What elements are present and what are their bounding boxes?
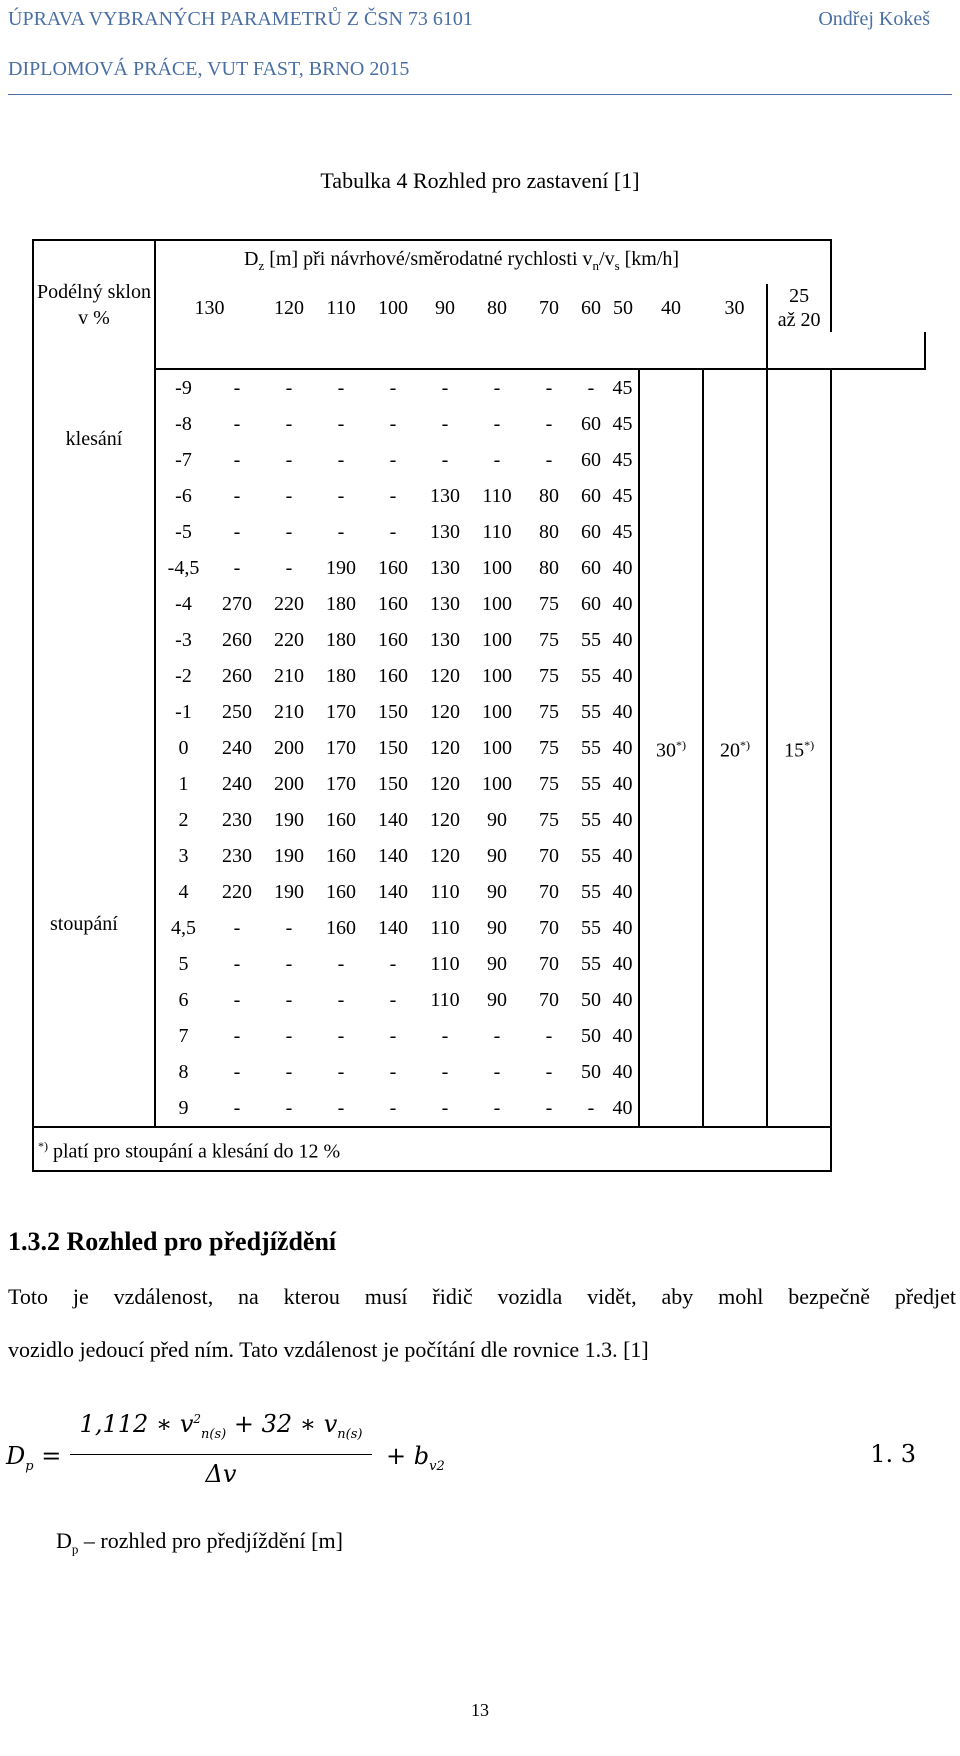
value-cell: 75 — [539, 701, 559, 723]
value-cell: - — [545, 377, 553, 399]
grade-cell: 3 — [178, 845, 189, 867]
value-cell: 80 — [539, 557, 559, 579]
value-cell: - — [285, 557, 293, 579]
value-cell: 90 — [487, 845, 507, 867]
value-cell: 120 — [430, 665, 460, 687]
value-cell: 80 — [539, 485, 559, 507]
value-cell: - — [315, 1090, 367, 1127]
value-cell: - — [337, 449, 345, 471]
value-cell: 40 — [607, 838, 639, 874]
table-caption: Tabulka 4 Rozhled pro zastavení [1] — [320, 168, 640, 193]
grade-cell: -9 — [175, 377, 192, 399]
value-cell: 220 — [222, 881, 252, 903]
symbol-definition: $D_p$ – rozhled pro předjíždění [m] — [56, 1528, 343, 1557]
grade-cell: -4 — [175, 593, 192, 615]
grade-cell: 9 — [155, 1090, 211, 1127]
value-cell: - — [211, 1090, 263, 1127]
value-cell: 55 — [581, 629, 601, 651]
value-cell: 230 — [222, 809, 252, 831]
grade-cell: -7 — [175, 449, 192, 471]
grade-header-line1: Podélný sklon — [37, 281, 151, 303]
value-cell: 130 — [430, 485, 460, 507]
value-cell: - — [545, 449, 553, 471]
value-cell: 140 — [378, 845, 408, 867]
value-cell: 140 — [378, 917, 408, 939]
value-cell: 210 — [274, 665, 304, 687]
value-cell: - — [523, 1090, 575, 1127]
value-cell: 110 — [482, 485, 512, 507]
speed-header-110: 110 — [326, 297, 356, 319]
value-cell: - — [493, 449, 501, 471]
value-cell: - — [389, 521, 397, 543]
value-cell: 60 — [581, 557, 601, 579]
table-footnote: *) platí pro stoupání a klesání do 12 % — [33, 1127, 831, 1171]
value-cell: 100 — [482, 665, 512, 687]
value-cell: - — [441, 377, 449, 399]
value-cell: 40 — [607, 802, 639, 838]
value-cell: - — [285, 1061, 293, 1083]
value-cell: 60 — [581, 485, 601, 507]
value-cell: 100 — [482, 737, 512, 759]
value-cell: 130 — [430, 521, 460, 543]
value-cell: - — [233, 413, 241, 435]
value-cell: 160 — [326, 845, 356, 867]
value-cell: 45 — [607, 406, 639, 442]
value-cell: - — [285, 1025, 293, 1047]
grade-cell: 1 — [178, 773, 189, 795]
value-cell: - — [337, 485, 345, 507]
value-cell: 190 — [274, 881, 304, 903]
value-cell: 110 — [430, 953, 460, 975]
value-cell: 40 — [607, 946, 639, 982]
grade-cell: -8 — [175, 413, 192, 435]
value-cell: - — [233, 1061, 241, 1083]
speed-header-60: 60 — [581, 297, 601, 319]
value-cell: - — [389, 449, 397, 471]
value-cell: - — [233, 917, 241, 939]
value-cell: 180 — [326, 629, 356, 651]
value-cell: 60 — [581, 449, 601, 471]
value-cell: 200 — [274, 773, 304, 795]
value-cell: 75 — [539, 809, 559, 831]
value-cell: - — [545, 1025, 553, 1047]
value-cell: - — [233, 449, 241, 471]
value-cell: 110 — [482, 521, 512, 543]
value-cell: 90 — [487, 917, 507, 939]
value-cell: 55 — [581, 845, 601, 867]
value-cell: - — [233, 1025, 241, 1047]
value-cell: - — [337, 413, 345, 435]
section-heading: 1.3.2 Rozhled pro předjíždění — [8, 1227, 337, 1256]
value-cell: 90 — [487, 809, 507, 831]
value-cell: 180 — [326, 665, 356, 687]
equation-number: 1. 3 — [870, 1440, 916, 1468]
value-cell: 40 — [607, 550, 639, 586]
grade-cell: 8 — [178, 1061, 189, 1083]
value-cell: 55 — [581, 881, 601, 903]
value-cell: 170 — [326, 737, 356, 759]
label-klesani: klesání — [33, 369, 155, 730]
value-cell: - — [285, 521, 293, 543]
value-cell: 40 — [607, 658, 639, 694]
grade-cell: -2 — [175, 665, 192, 687]
value-cell: - — [389, 413, 397, 435]
value-cell: 190 — [274, 845, 304, 867]
value-cell: 110 — [430, 917, 460, 939]
speed-header-90: 90 — [435, 297, 455, 319]
grade-cell: 6 — [178, 989, 189, 1011]
value-cell: 260 — [222, 629, 252, 651]
value-cell: 40 — [607, 766, 639, 802]
value-cell: - — [545, 413, 553, 435]
grade-cell: 7 — [178, 1025, 189, 1047]
running-header-author: Ondřej Kokeš — [818, 8, 930, 30]
grade-cell: 2 — [178, 809, 189, 831]
value-cell: 230 — [222, 845, 252, 867]
value-cell: - — [389, 485, 397, 507]
grade-cell: 0 — [178, 737, 189, 759]
value-cell: - — [233, 377, 241, 399]
value-cell: 50 — [581, 989, 601, 1011]
value-cell: 160 — [378, 593, 408, 615]
value-cell: - — [337, 521, 345, 543]
value-cell: 75 — [539, 629, 559, 651]
speed-header-50: 50 — [613, 297, 633, 319]
value-cell: - — [441, 413, 449, 435]
value-cell: 60 — [581, 521, 601, 543]
const-value-30: 20*) — [703, 369, 767, 1127]
speed-header-100: 100 — [378, 297, 408, 319]
value-cell: 220 — [274, 629, 304, 651]
value-cell: 100 — [482, 557, 512, 579]
grade-cell: -6 — [175, 485, 192, 507]
value-cell: - — [493, 1025, 501, 1047]
value-cell: 160 — [326, 881, 356, 903]
running-header-subtitle: DIPLOMOVÁ PRÁCE, VUT FAST, BRNO 2015 — [8, 58, 410, 80]
value-cell: 50 — [581, 1025, 601, 1047]
value-cell: 55 — [581, 701, 601, 723]
value-cell: 200 — [274, 737, 304, 759]
formula-denominator: Δv — [205, 1460, 237, 1488]
value-cell: - — [337, 1061, 345, 1083]
value-cell: 40 — [607, 1054, 639, 1090]
value-cell: - — [285, 989, 293, 1011]
grade-header-line2: v % — [78, 307, 110, 329]
value-cell: - — [233, 953, 241, 975]
value-cell: - — [285, 917, 293, 939]
value-cell: - — [233, 485, 241, 507]
value-cell: 40 — [607, 586, 639, 622]
speed-header-40: 40 — [661, 297, 681, 319]
value-cell: 40 — [607, 1018, 639, 1054]
value-cell: - — [233, 557, 241, 579]
value-cell: 160 — [378, 557, 408, 579]
value-cell: - — [285, 953, 293, 975]
value-cell: - — [233, 521, 241, 543]
value-cell: - — [419, 1090, 471, 1127]
value-cell: 170 — [326, 773, 356, 795]
value-cell: 100 — [482, 773, 512, 795]
value-cell: 120 — [430, 737, 460, 759]
formula-lhs: $D_p$ = — [6, 1442, 62, 1474]
value-cell: 110 — [430, 881, 460, 903]
value-cell: 150 — [378, 773, 408, 795]
value-cell: 45 — [607, 442, 639, 478]
value-cell: - — [441, 449, 449, 471]
value-cell: 140 — [378, 881, 408, 903]
value-cell: 70 — [539, 953, 559, 975]
value-cell: 70 — [539, 989, 559, 1011]
value-cell: 240 — [222, 737, 252, 759]
const-value-25: 15*) — [767, 369, 831, 1127]
grade-cell: 4,5 — [171, 917, 196, 939]
value-cell: - — [575, 1090, 607, 1127]
value-cell: 55 — [581, 737, 601, 759]
value-cell: 190 — [326, 557, 356, 579]
grade-cell: 5 — [178, 953, 189, 975]
dz-header: $D_z$ [m] při návrhové/směrodatné rychlosti $v_n/v_s$ [km/h] — [155, 240, 767, 284]
paragraph-line-2: vozidlo jedoucí před ním. Tato vzdálenost je počítání dle rovnice 1.3. [1] — [8, 1337, 649, 1362]
value-cell: 180 — [326, 593, 356, 615]
value-cell: 80 — [539, 521, 559, 543]
value-cell: 55 — [581, 665, 601, 687]
value-cell: - — [389, 989, 397, 1011]
grade-header-cell — [33, 240, 155, 369]
value-cell: - — [285, 485, 293, 507]
value-cell: 120 — [430, 773, 460, 795]
grade-cell: 4 — [178, 881, 189, 903]
value-cell: 190 — [274, 809, 304, 831]
value-cell: 75 — [539, 593, 559, 615]
value-cell: 120 — [430, 701, 460, 723]
value-cell: 60 — [581, 413, 601, 435]
running-header-title: ÚPRAVA VYBRANÝCH PARAMETRŮ Z ČSN 73 6101 — [8, 8, 473, 30]
formula-addend: + $b_{v2}$ — [386, 1442, 445, 1474]
value-cell: 250 — [222, 701, 252, 723]
value-cell: 40 — [607, 1090, 639, 1127]
value-cell: 60 — [581, 593, 601, 615]
speed-header-70: 70 — [539, 297, 559, 319]
grade-cell: -1 — [175, 701, 192, 723]
value-cell: 90 — [487, 881, 507, 903]
value-cell: 70 — [539, 881, 559, 903]
speed-header-120: 120 — [274, 297, 304, 319]
value-cell: - — [471, 1090, 523, 1127]
value-cell: 50 — [581, 1061, 601, 1083]
value-cell: 90 — [487, 953, 507, 975]
value-cell: 70 — [539, 845, 559, 867]
grade-cell: -5 — [175, 521, 192, 543]
value-cell: 130 — [430, 557, 460, 579]
value-cell: 90 — [487, 989, 507, 1011]
value-cell: 40 — [607, 982, 639, 1018]
value-cell: 45 — [607, 478, 639, 514]
value-cell: - — [587, 377, 595, 399]
value-cell: 75 — [539, 773, 559, 795]
value-cell: 160 — [326, 809, 356, 831]
value-cell: - — [337, 1025, 345, 1047]
value-cell: 40 — [607, 730, 639, 766]
value-cell: - — [337, 989, 345, 1011]
stopping-sight-table — [32, 239, 926, 1172]
value-cell: 100 — [482, 701, 512, 723]
speed-header-80: 80 — [487, 297, 507, 319]
label-stoupani: stoupání — [33, 766, 155, 1127]
value-cell: 170 — [326, 701, 356, 723]
value-cell: 75 — [539, 665, 559, 687]
value-cell: - — [389, 953, 397, 975]
value-cell: 140 — [378, 809, 408, 831]
value-cell: 100 — [482, 593, 512, 615]
value-cell: 75 — [539, 737, 559, 759]
value-cell: - — [545, 1061, 553, 1083]
value-cell: - — [493, 413, 501, 435]
paragraph-line-1: Toto je vzdálenost, na kterou musí řidič vozidla vidět, aby mohl bezpečně předjet — [8, 1284, 956, 1309]
value-cell: - — [493, 1061, 501, 1083]
speed-header-130: 130 — [194, 297, 225, 319]
value-cell: 40 — [607, 874, 639, 910]
const-value-40: 30*) — [639, 369, 703, 1127]
value-cell: - — [233, 989, 241, 1011]
value-cell: 45 — [607, 369, 639, 406]
value-cell: 240 — [222, 773, 252, 795]
value-cell: 55 — [581, 917, 601, 939]
value-cell: 220 — [274, 593, 304, 615]
overtaking-formula — [0, 1410, 960, 1500]
value-cell: 210 — [274, 701, 304, 723]
value-cell: 40 — [607, 694, 639, 730]
value-cell: 160 — [378, 629, 408, 651]
value-cell: - — [441, 1061, 449, 1083]
fraction-bar — [70, 1454, 372, 1455]
table-row — [33, 369, 925, 406]
value-cell: 55 — [581, 953, 601, 975]
grade-cell: -3 — [175, 629, 192, 651]
value-cell: 70 — [539, 917, 559, 939]
grade-cell: -4,5 — [167, 557, 200, 579]
value-cell: - — [367, 1090, 419, 1127]
value-cell: - — [285, 449, 293, 471]
value-cell: - — [389, 1061, 397, 1083]
value-cell: - — [263, 1090, 315, 1127]
value-cell: 120 — [430, 809, 460, 831]
value-cell: - — [337, 377, 345, 399]
speed-header-25-20: 25 až 20 — [767, 284, 831, 332]
formula-numerator: 1,112 ∗ $v^2_{n(s)} + 32$ ∗ $v_{n(s)}$ — [79, 1410, 363, 1442]
value-cell: 55 — [581, 773, 601, 795]
page-number: 13 — [471, 1700, 489, 1720]
value-cell: 110 — [430, 989, 460, 1011]
value-cell: - — [285, 413, 293, 435]
value-cell: 270 — [222, 593, 252, 615]
value-cell: 130 — [430, 629, 460, 651]
header-divider — [8, 94, 952, 95]
value-cell: 160 — [378, 665, 408, 687]
value-cell: 40 — [607, 622, 639, 658]
value-cell: 130 — [430, 593, 460, 615]
value-cell: 55 — [581, 809, 601, 831]
value-cell: 45 — [607, 514, 639, 550]
value-cell: - — [441, 1025, 449, 1047]
value-cell: - — [285, 377, 293, 399]
value-cell: - — [389, 377, 397, 399]
value-cell: - — [389, 1025, 397, 1047]
value-cell: 120 — [430, 845, 460, 867]
value-cell: 150 — [378, 737, 408, 759]
value-cell: 100 — [482, 629, 512, 651]
value-cell: - — [337, 953, 345, 975]
value-cell: - — [493, 377, 501, 399]
value-cell: 160 — [326, 917, 356, 939]
speed-header-30: 30 — [724, 297, 745, 319]
value-cell: 150 — [378, 701, 408, 723]
value-cell: 40 — [607, 910, 639, 946]
value-cell: 260 — [222, 665, 252, 687]
